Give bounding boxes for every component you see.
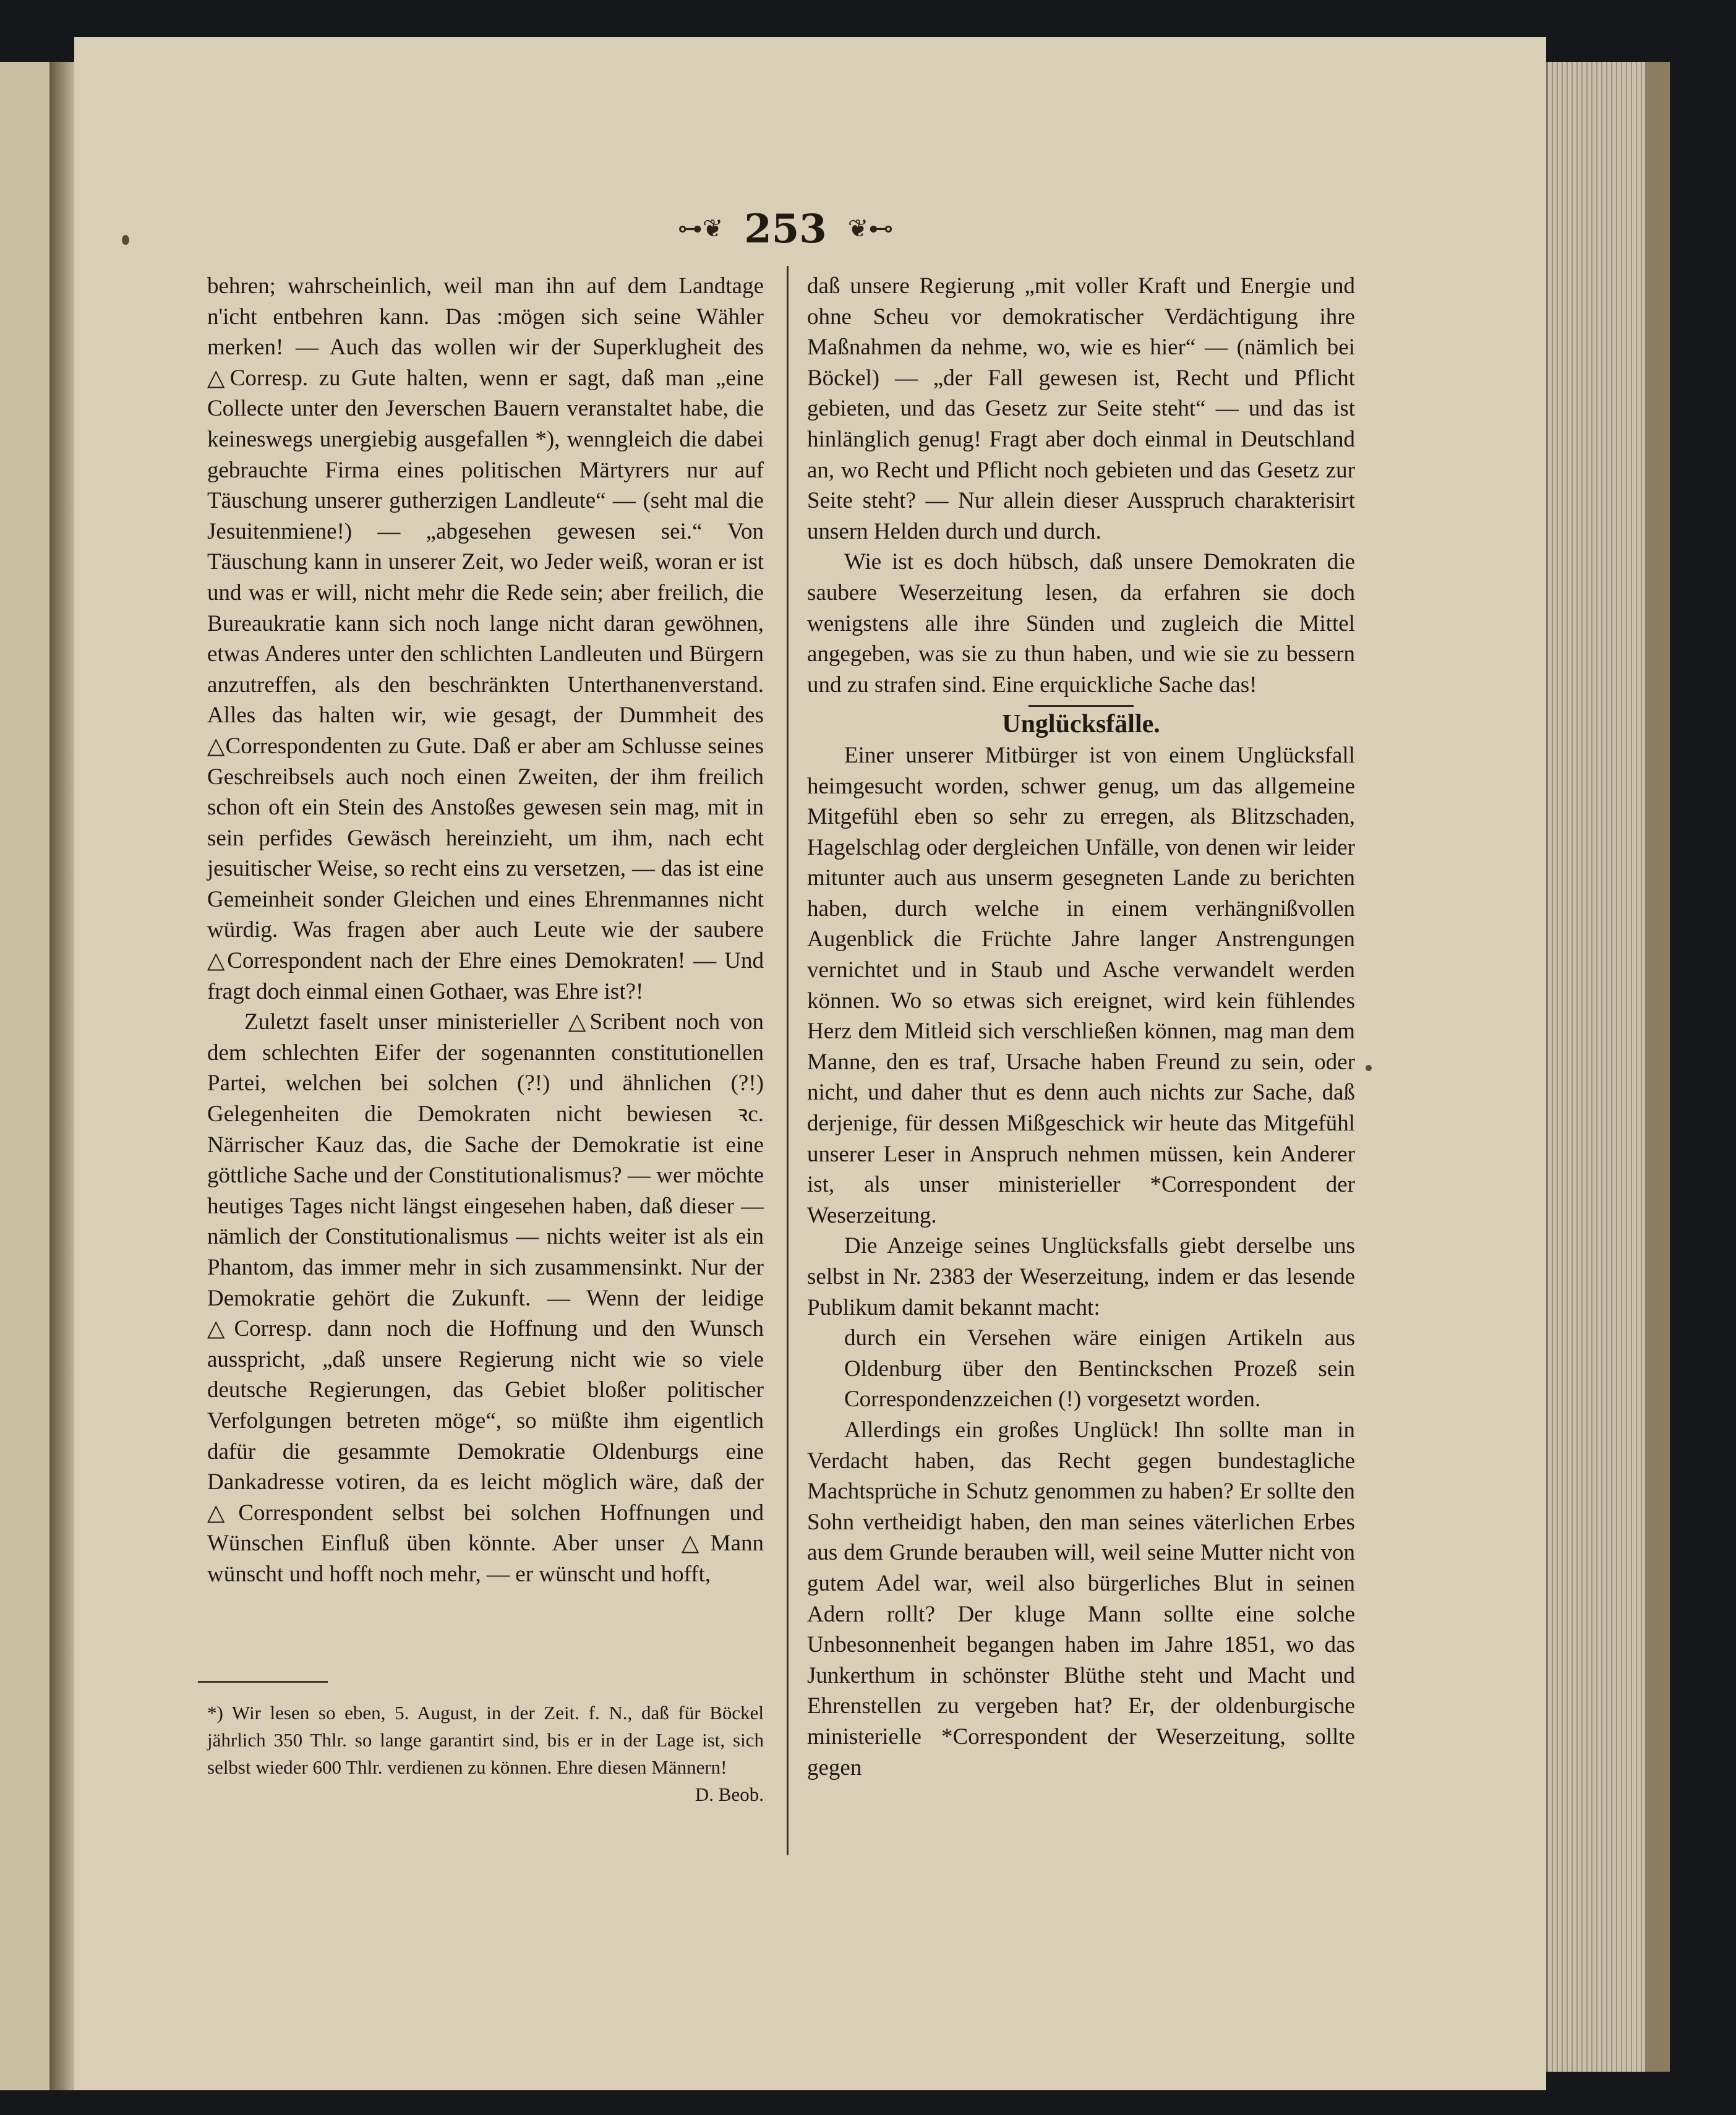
column-divider [787,266,789,1855]
ornament-right-icon: ❦⊷ [847,215,894,243]
left-column [207,271,764,1590]
footnote-text: *) Wir lesen so eben, 5. August, in der Zeit. f. N., daß für Böckel jährlich 350 Thlr. so lange garantirt sind, bis er in der Lage ist, sich selbst wieder 600 Thlr. verdienen zu können. Ehre diesen Männern! [207,1702,764,1778]
page-edges [1546,62,1659,2072]
page-number: 253 [744,205,827,252]
footnote-signature: D. Beob. [695,1784,764,1805]
footnote [207,1699,764,1808]
paragraph: Allerdings ein großes Unglück! Ihn sollte man in Verdacht haben, das Recht gegen bundestagliche Machtsprüche in Schutz genommen zu haben? Er sollte den Sohn vertheidigt haben, den man seines väterlichen Erbes aus dem Grunde berauben will, weil seine Mutter nicht von gutem Adel war, weil also bürgerliches Blut in seinen Adern rollt? Der kluge Mann sollte eine solche Unbesonnenheit begangen haben im Jahre 1851, wo das Junkerthum in schönster Blüthe steht und Macht und Ehrenstellen zu vergeben hat? Er, der oldenburgische ministerielle *Correspondent der Weserzeitung, sollte gegen [807,1417,1355,1780]
gutter-shadow [52,62,77,2090]
right-column [807,271,1355,1783]
footnote-rule [198,1681,328,1683]
paragraph: Einer unserer Mitbürger ist von einem Unglücksfall heimgesucht worden, schwer genug, um das allgemeine Mitgefühl eben so sehr zu erregen, als Blitzschaden, Hagelschlag oder dergleichen Unfälle, von denen wir leider mitunter auch aus unserm gesegneten Lande zu berichten haben, durch welche in einem verhängnißvollen Augenblick die Früchte Jahre langer Anstrengungen vernichtet und in Staub und Asche verwandelt werden können. Wo so etwas sich ereignet, wird kein fühlendes Herz dem Mitleid sich verschließen können, mag man dem Manne, den es traf, Ursache haben Freund zu sein, oder nicht, und daher thut es denn auch nichts zur Sache, daß derjenige, für dessen Mißgeschick wir heute das Mitgefühl unserer Leser in Anspruch nehmen müssen, kein Anderer ist, als unser ministerieller *Correspondent der Weserzeitung. [807,742,1355,1228]
ornament-left-icon: ⊶❦ [677,215,724,243]
paragraph: Wie ist es doch hübsch, daß unsere Demokraten die saubere Weserzeitung lesen, da erfahren sie doch wenigstens alle ihre Sünden und zugleich die Mittel angegeben, was sie zu thun haben, und wie sie zu bessern und zu strafen sind. Eine erquickliche Sache das! [807,549,1355,698]
paragraph: behren; wahrscheinlich, weil man ihn auf dem Landtage n'icht entbehren kann. Das :mögen sich seine Wähler merken! — Auch das wollen wir der Superklugheit des △Corresp. zu Gute halten, wenn er sagt, daß man „eine Collecte unter den Jeverschen Bauern veranstaltet habe, die keineswegs unergiebig ausgefallen *), wenngleich die dabei gebrauchte Firma eines politischen Märtyrers nur auf Täuschung unserer gutherzigen Landleute“ — (seht mal die Jesuitenmiene!) — „abgesehen gewesen sei.“ Von Täuschung kann in unserer Zeit, wo Jeder weiß, woran er ist und was er will, nicht mehr die Rede sein; aber freilich, die Bureaukratie kann sich noch lange nicht daran gewöhnen, etwas Anderes unter den schlichten Landleuten und Bürgern anzutreffen, als den beschränkten Unterthanenverstand. Alles das halten wir, wie gesagt, der Dummheit des △Correspondenten zu Gute. Daß er aber am Schlusse seines Geschreibsels auch noch einen Zweiten, der ihm freilich schon oft ein Stein des Anstoßes gewesen sein mag, mit in sein perfides Gewäsch hereinzieht, um ihm, nach echt jesuitischer Weise, so recht eins zu versetzen, — das ist eine Gemeinheit sonder Gleichen und eines Ehrenmannes nicht würdig. Was fragen aber auch Leute wie der saubere △Correspondent nach der Ehre eines Demokraten! — Und fragt doch einmal einen Gothaer, was Ehre ist?! [207,273,764,1004]
section-heading: Unglücksfälle. [1002,710,1160,739]
ink-spot [122,235,129,245]
ink-spot [1366,1065,1372,1071]
paragraph: Zuletzt faselt unser ministerieller △Scribent noch von dem schlechten Eifer der sogenannten constitutionellen Partei, welchen bei solchen (?!) und ähnlichen (?!) Gelegenheiten die Demokraten nicht bewiesen ꝛc. Närrischer Kauz das, die Sache der Demokratie ist eine göttliche Sache und der Constitutionalismus? — wer möchte heutiges Tages nicht längst eingesehen haben, daß dieser — nämlich der Constitutionalismus — nichts weiter ist als ein Phantom, das immer mehr in sich zusammensinkt. Nur der Demokratie gehört die Zukunft. — Wenn der leidige △Corresp. dann noch die Hoffnung und den Wunsch ausspricht, „daß unsere Regierung nicht wie so viele deutsche Regierungen, das Gebiet bloßer politischer Verfolgungen betreten möge“, so müßte ihm eigentlich dafür die gesammte Demokratie Oldenburgs eine Dankadresse votiren, da es leicht möglich wäre, daß der △Correspondent selbst bei solchen Hoffnungen und Wünschen Einfluß üben könnte. Aber unser △Mann wünscht und hofft noch mehr, — er wünscht und hofft, [207,1009,764,1587]
section-rule [1028,705,1134,707]
paragraph: daß unsere Regierung „mit voller Kraft und Energie und ohne Scheu vor demokratischer Verdächtigung ihre Maßnahmen da nehme, wo, wie es hier“ — (nämlich bei Böckel) — „der Fall gewesen ist, Recht und Pflicht gebieten, und das Gesetz zur Seite steht“ — und das ist hinlänglich genug! Fragt aber doch einmal in Deutschland an, wo Recht und Pflicht noch gebieten und das Gesetz zur Seite steht? — Nur allein dieser Ausspruch charakterisirt unsern Helden durch und durch. [807,273,1355,544]
cover-edge [1645,62,1670,2072]
block-quote: durch ein Versehen wäre einigen Artikeln aus Oldenburg über den Bentinckschen Prozeß sein Correspondenzzeichen (!) vorgesetzt worden. [844,1325,1355,1412]
running-head [631,204,940,254]
paragraph: Die Anzeige seines Unglücksfalls giebt derselbe uns selbst in Nr. 2383 der Weserzeitung, indem er das lesende Publikum damit bekannt macht: [807,1233,1355,1320]
left-page-edge [0,62,52,2090]
